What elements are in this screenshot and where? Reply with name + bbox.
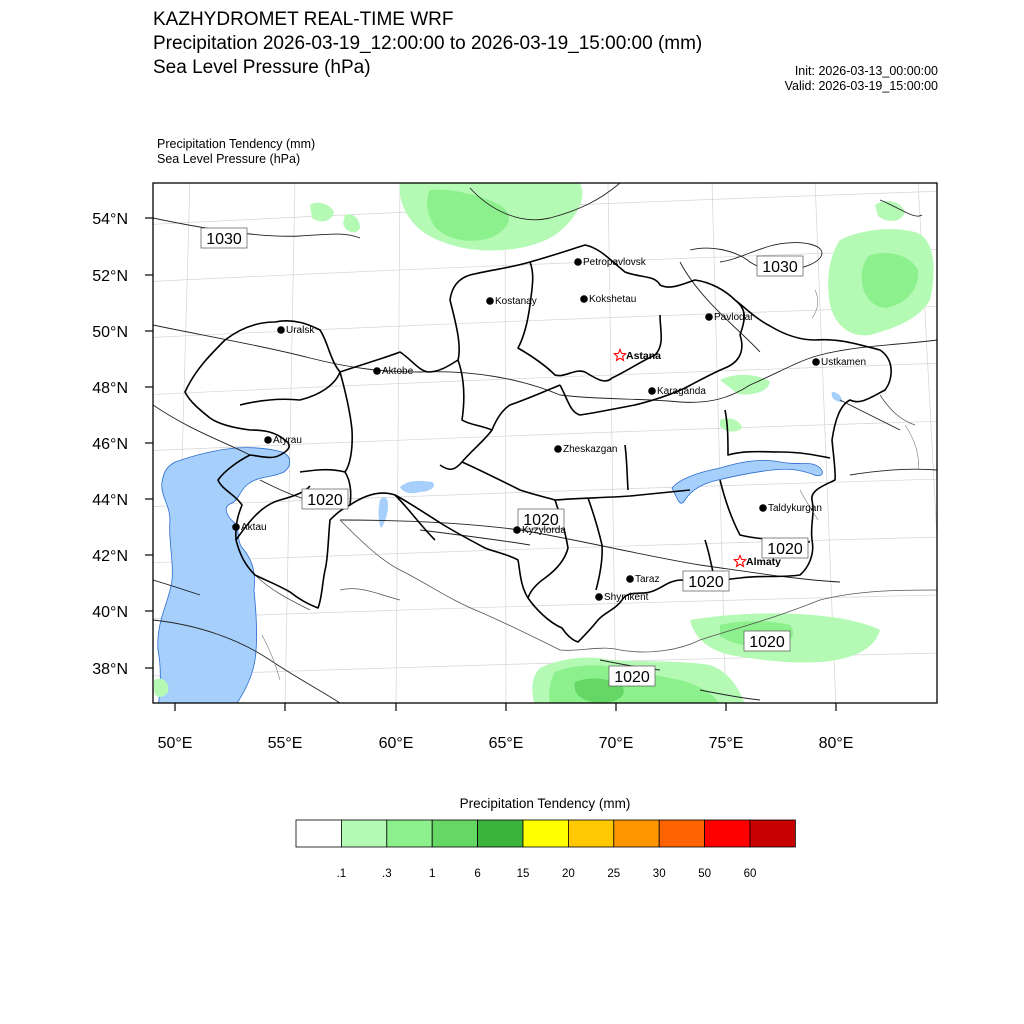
svg-text:Taldykurgan: Taldykurgan	[768, 503, 822, 514]
lat-label-54: 54°N	[92, 211, 128, 228]
svg-text:Shymkent: Shymkent	[604, 592, 649, 603]
colorbar-swatch	[387, 820, 432, 847]
valid-time: Valid: 2026-03-19_15:00:00	[784, 79, 938, 93]
colorbar-label: .1	[336, 868, 347, 880]
capital-star-icon	[614, 350, 625, 361]
svg-text:1020: 1020	[307, 492, 343, 509]
svg-text:Astana: Astana	[626, 350, 662, 362]
svg-text:Aktau: Aktau	[241, 522, 267, 533]
lon-label-55: 55°E	[267, 735, 303, 752]
colorbar-label: 50	[698, 868, 711, 880]
svg-text:Uralsk: Uralsk	[286, 325, 315, 336]
city-atyrau	[264, 435, 302, 446]
lat-label-46: 46°N	[92, 436, 128, 453]
isobar-label-1020-taraz	[683, 571, 729, 591]
colorbar-swatch	[341, 820, 386, 847]
city-zheskazgan	[554, 444, 617, 455]
city-almaty	[734, 556, 781, 569]
colorbar-label: 20	[562, 868, 575, 880]
lon-label-50: 50°E	[157, 735, 193, 752]
lat-label-50: 50°N	[92, 324, 128, 341]
colorbar-swatch	[659, 820, 704, 847]
city-karaganda	[648, 386, 706, 397]
lon-label-75: 75°E	[708, 735, 744, 752]
svg-text:Atyrau: Atyrau	[273, 435, 302, 446]
map-content	[120, 180, 980, 710]
colorbar-label: .3	[382, 868, 392, 880]
svg-text:Karaganda: Karaganda	[657, 386, 706, 397]
lat-label-38: 38°N	[92, 661, 128, 678]
colorbar-label: 30	[652, 868, 666, 880]
svg-text:1020: 1020	[688, 574, 724, 591]
colorbar-swatch	[478, 820, 523, 847]
lat-label-44: 44°N	[92, 492, 128, 509]
lat-label-48: 48°N	[92, 380, 128, 397]
colorbar-swatch	[432, 820, 477, 847]
isobar-label-1020-west	[302, 489, 348, 509]
city-uralsk	[277, 325, 315, 336]
colorbar-title: Precipitation Tendency (mm)	[459, 796, 631, 811]
lon-ticks	[175, 703, 836, 711]
city-astana	[614, 350, 661, 363]
svg-text:1020: 1020	[749, 634, 785, 651]
svg-text:Kostanay: Kostanay	[495, 296, 537, 307]
isobar-label-1030-east	[757, 256, 803, 276]
city-ustkamen	[812, 357, 866, 368]
lat-ticks	[145, 218, 153, 668]
lon-label-80: 80°E	[818, 735, 854, 752]
city-taldykurgan	[759, 503, 822, 514]
isobar-label-1030-west	[201, 228, 247, 248]
svg-text:1020: 1020	[767, 541, 803, 558]
lake-balkhash	[672, 460, 822, 503]
colorbar-label: 25	[607, 868, 621, 880]
colorbar-swatch	[296, 820, 341, 847]
isobar-label-1020-almaty	[762, 538, 808, 558]
svg-text:1020: 1020	[614, 669, 650, 686]
colorbar-swatch	[614, 820, 659, 847]
init-time: Init: 2026-03-13_00:00:00	[794, 64, 938, 78]
isobar-label-1020-southeast	[744, 631, 790, 651]
svg-text:Pavlodar: Pavlodar	[714, 312, 754, 323]
svg-text:Aktobe: Aktobe	[382, 366, 414, 377]
colorbar-label: 6	[474, 868, 481, 880]
capital-star-icon	[734, 556, 745, 567]
city-aktobe	[373, 366, 413, 377]
chart-title: KAZHYDROMET REAL-TIME WRF	[153, 9, 454, 30]
lon-label-70: 70°E	[598, 735, 634, 752]
lon-label-60: 60°E	[378, 735, 414, 752]
svg-text:Kokshetau: Kokshetau	[589, 294, 637, 305]
svg-text:Almaty: Almaty	[746, 556, 782, 568]
svg-text:Zheskazgan: Zheskazgan	[563, 444, 618, 455]
water-bodies	[158, 392, 842, 710]
lat-label-42: 42°N	[92, 548, 128, 565]
colorbar-label: 15	[516, 868, 530, 880]
colorbar	[296, 796, 795, 880]
city-kostanay	[486, 296, 537, 307]
city-kyzylorda	[513, 525, 566, 536]
colorbar-swatch	[523, 820, 568, 847]
colorbar-swatch	[705, 820, 750, 847]
svg-text:Kyzylorda: Kyzylorda	[522, 525, 566, 536]
isobar-label-1020-south	[609, 666, 655, 686]
colorbar-boxes	[296, 820, 795, 847]
city-petropavlovsk	[574, 257, 647, 268]
svg-text:1030: 1030	[762, 259, 798, 276]
city-taraz	[626, 574, 659, 585]
svg-text:Petropavlovsk: Petropavlovsk	[583, 257, 646, 268]
lon-label-65: 65°E	[488, 735, 524, 752]
svg-text:Ustkamen: Ustkamen	[821, 357, 867, 368]
lon-labels	[158, 735, 854, 752]
colorbar-labels	[337, 868, 757, 880]
field-label-slp: Sea Level Pressure (hPa)	[157, 152, 301, 166]
colorbar-swatch	[750, 820, 795, 847]
city-shymkent	[595, 592, 648, 603]
aral-sea	[379, 497, 388, 528]
field-label-precip: Precipitation Tendency (mm)	[157, 137, 316, 151]
lat-labels	[92, 211, 128, 678]
svg-text:1020: 1020	[523, 512, 559, 529]
svg-text:1030: 1030	[206, 231, 242, 248]
city-kokshetau	[580, 294, 636, 305]
lat-label-52: 52°N	[92, 268, 128, 285]
colorbar-label: 60	[743, 868, 757, 880]
svg-text:Taraz: Taraz	[635, 574, 660, 585]
lat-label-40: 40°N	[92, 604, 128, 621]
colorbar-swatch	[568, 820, 613, 847]
colorbar-label: 1	[428, 868, 436, 880]
chart-subtitle-slp: Sea Level Pressure (hPa)	[153, 57, 371, 78]
chart-subtitle-precip: Precipitation 2026-03-19_12:00:00 to 2026-03-19_15:00:00 (mm)	[153, 33, 703, 54]
